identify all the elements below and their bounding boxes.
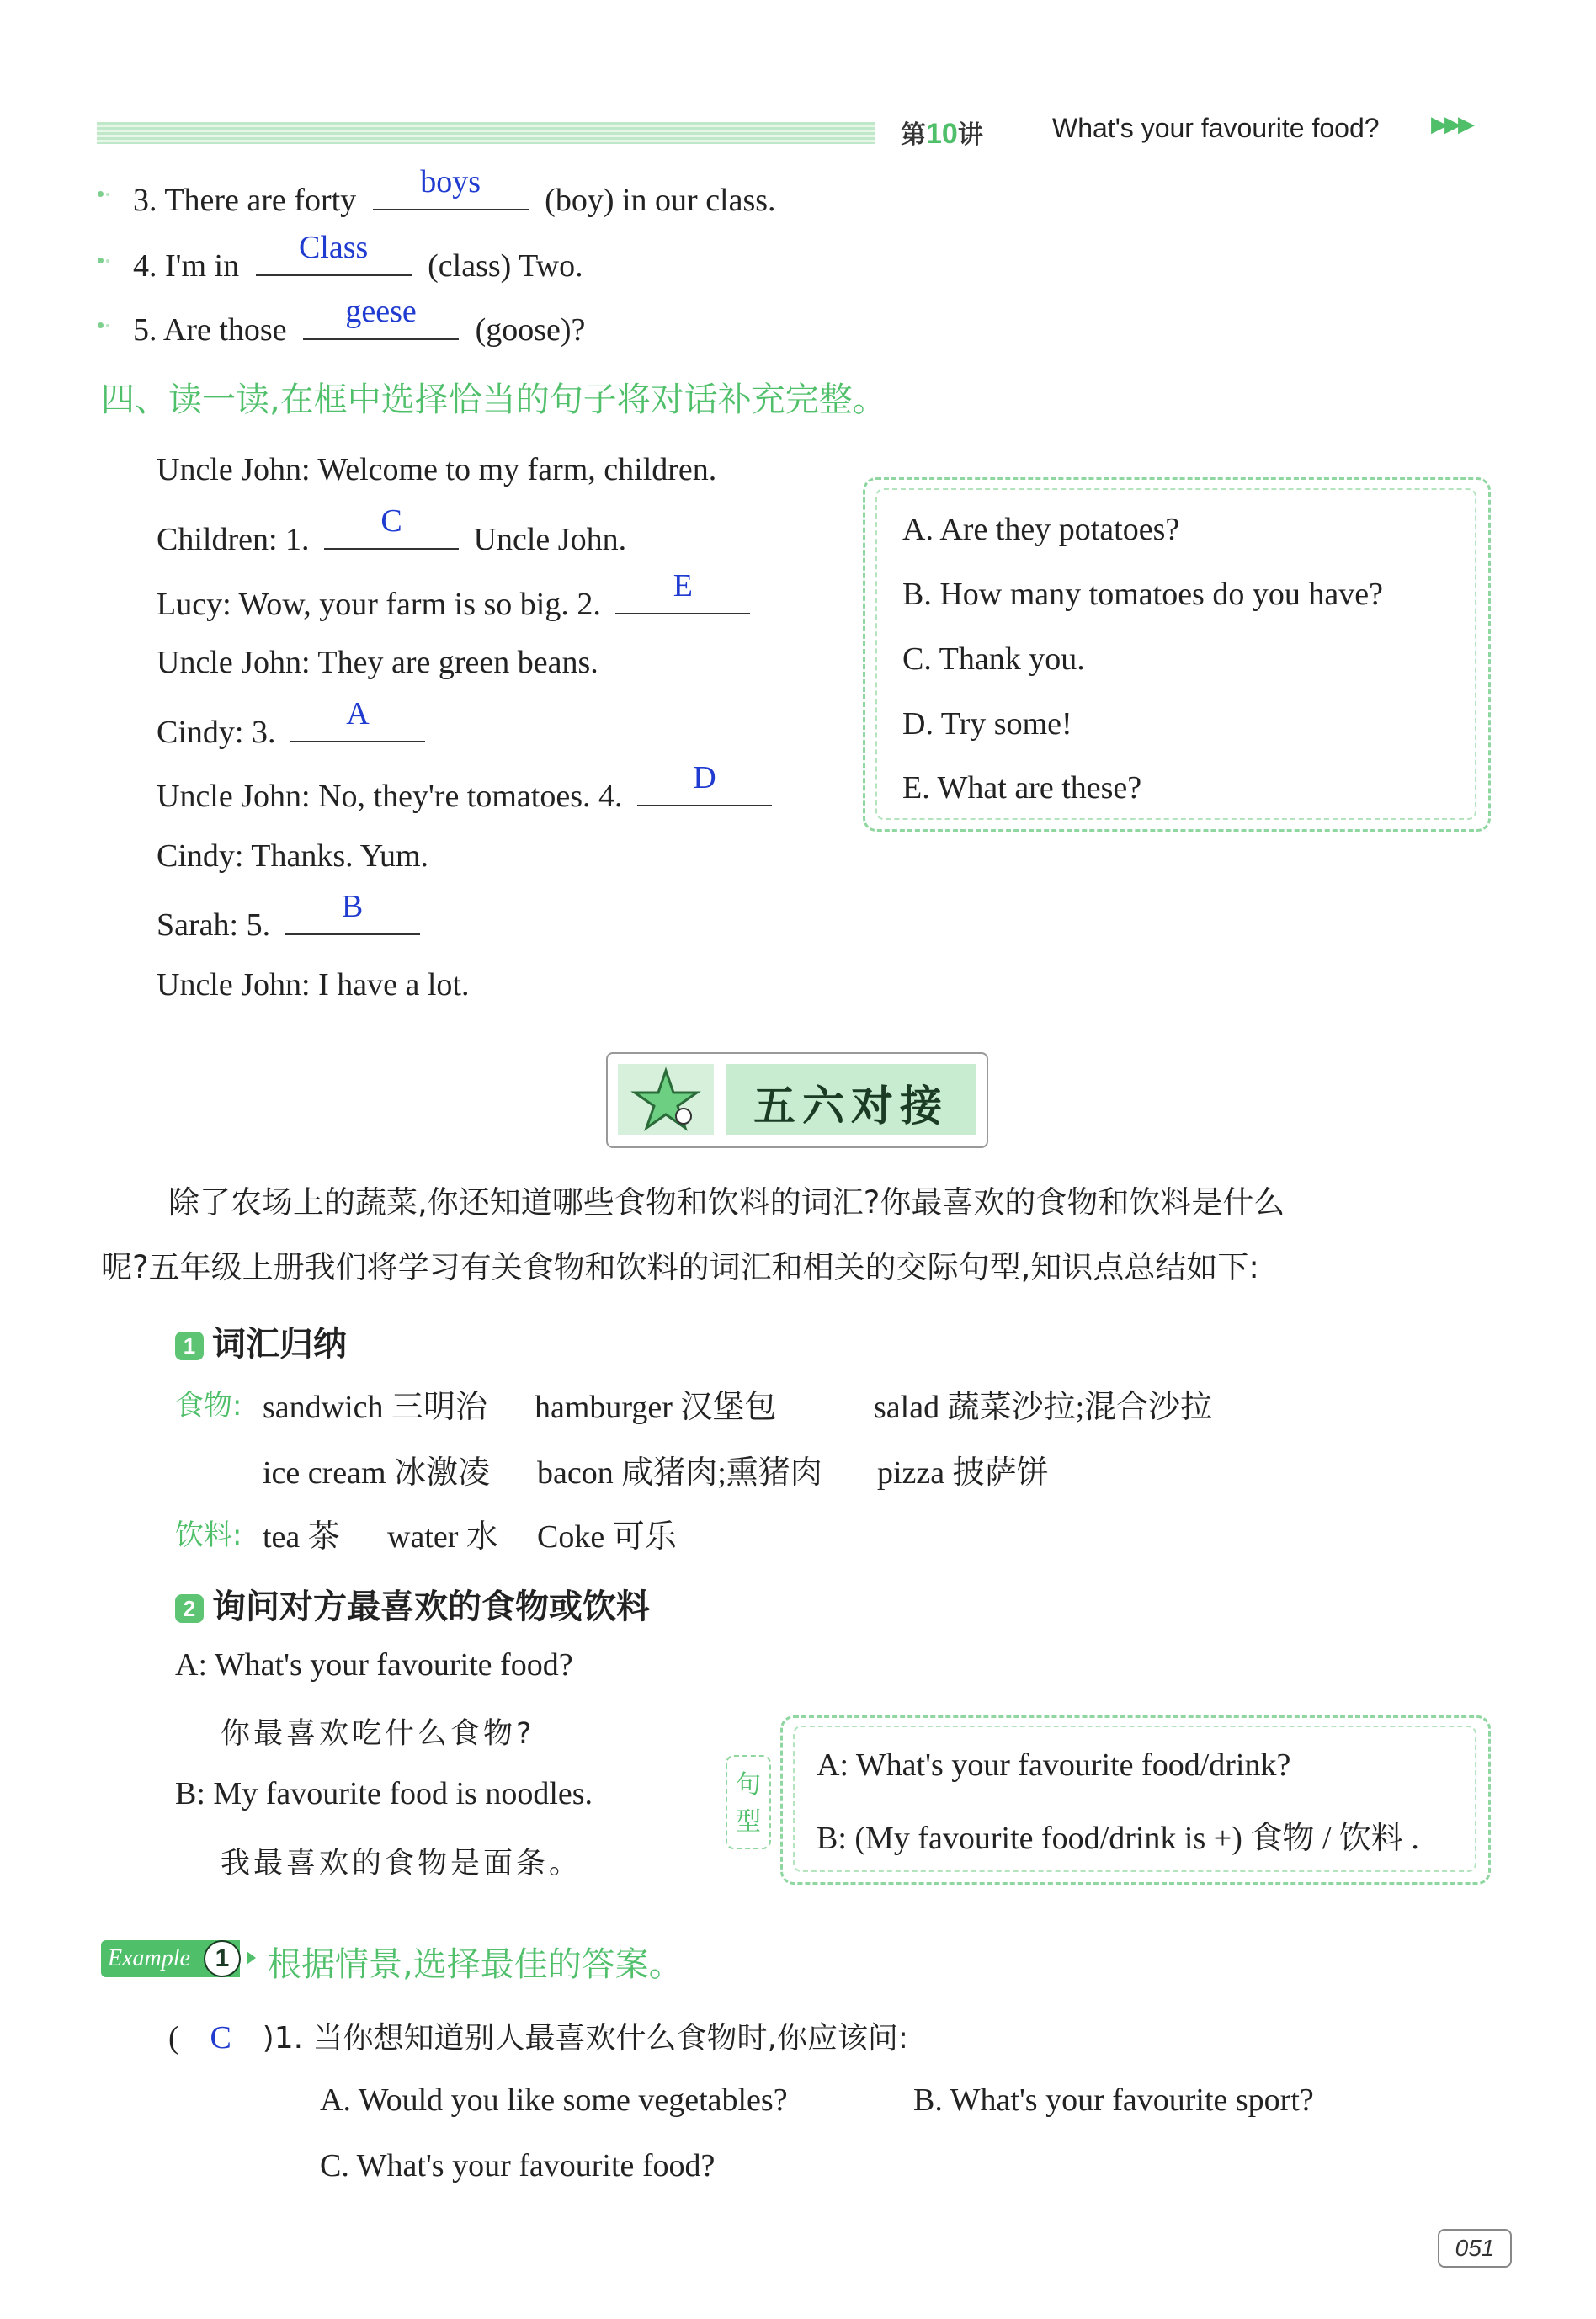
answer-blank: boys: [373, 177, 529, 210]
pattern-b: B: (My favourite food/drink is +) 食物 / 饮料 .: [817, 1821, 1419, 1856]
example-option-c: C. What's your favourite food?: [320, 2148, 716, 2183]
ask-b-cn: 我最喜欢的食物是面条。: [221, 1847, 583, 1880]
vocab-item: sandwich 三明治: [263, 1390, 488, 1425]
star-icon: [618, 1064, 714, 1135]
vocab-item: ice cream 冰激凌: [263, 1455, 491, 1491]
vocab-heading: 1 词汇归纳: [175, 1317, 347, 1365]
dialogue-line-6: Cindy: Thanks. Yum.: [157, 838, 429, 874]
vocab-item: tea 茶: [263, 1519, 340, 1555]
bullet-icon: [98, 322, 111, 329]
page-number: 051: [1438, 2229, 1512, 2268]
dialogue-line-3: Uncle John: They are green beans.: [157, 645, 598, 680]
example-option-a: A. Would you like some vegetables?: [320, 2082, 788, 2118]
header-title: What's your favourite food?: [1052, 113, 1380, 143]
dialogue-line-4: Cindy: 3. A: [157, 709, 432, 751]
vocab-item: salad 蔬菜沙拉;混合沙拉: [874, 1390, 1213, 1425]
pattern-a: A: What's your favourite food/drink?: [817, 1747, 1291, 1783]
pattern-label: 句 型: [726, 1755, 771, 1849]
bullet-icon: [98, 191, 111, 198]
bullet-icon: [98, 258, 111, 264]
option-d: D. Try some!: [902, 706, 1072, 742]
section-banner: [606, 1052, 988, 1148]
dialogue-line-8: Uncle John: I have a lot.: [157, 967, 470, 1003]
ask-a-en: A: What's your favourite food?: [175, 1647, 573, 1683]
answer-blank: Class: [256, 242, 412, 276]
banner-title: 五六对接: [753, 1082, 949, 1130]
example-answer: C: [210, 2020, 231, 2056]
answer-blank: A: [290, 709, 425, 742]
example-option-b: B. What's your favourite sport?: [913, 2082, 1314, 2118]
lesson-number: 第10讲: [901, 118, 983, 150]
ask-b-en: B: My favourite food is noodles.: [175, 1776, 593, 1811]
ask-heading: 2 询问对方最喜欢的食物或饮料: [175, 1580, 650, 1628]
vocab-item: hamburger 汉堡包: [535, 1390, 777, 1425]
example-title: 根据情景,选择最佳的答案。: [268, 1945, 683, 1984]
section-4-title: 四、读一读,在框中选择恰当的句子将对话补充完整。: [101, 380, 886, 419]
option-a: A. Are they potatoes?: [902, 512, 1180, 547]
food-label: 食物:: [175, 1389, 242, 1423]
fill-blank-5: 5. Are those geese (goose)?: [133, 294, 586, 348]
intro-line-2: 呢?五年级上册我们将学习有关食物和饮料的词汇和相关的交际句型,知识点总结如下:: [101, 1249, 1259, 1285]
dialogue-line-2: Lucy: Wow, your farm is so big. 2. E: [157, 581, 757, 623]
answer-blank: B: [285, 902, 420, 935]
vocab-item: water 水: [387, 1519, 498, 1555]
option-b: B. How many tomatoes do you have?: [902, 577, 1383, 612]
example-question: ( C )1. 当你想知道别人最喜欢什么食物时,你应该问:: [168, 2020, 909, 2056]
intro-line-1: 除了农场上的蔬菜,你还知道哪些食物和饮料的词汇?你最喜欢的食物和饮料是什么: [168, 1184, 1285, 1221]
answer-blank: D: [637, 773, 772, 806]
answer-blank: geese: [303, 306, 459, 340]
example-tag: Example 1: [101, 1940, 240, 1977]
drink-label: 饮料:: [175, 1519, 242, 1552]
dialogue-line-1: Children: 1. C Uncle John.: [157, 503, 627, 557]
option-c: C. Thank you.: [902, 641, 1085, 677]
header-bar: [97, 122, 875, 144]
option-e: E. What are these?: [902, 770, 1142, 806]
vocab-item: Coke 可乐: [537, 1519, 677, 1555]
arrow-icon: ▶▶▶: [1431, 111, 1471, 136]
dialogue-line-0: Uncle John: Welcome to my farm, children.: [157, 452, 717, 487]
dialogue-line-7: Sarah: 5. B: [157, 902, 427, 944]
vocab-item: pizza 披萨饼: [877, 1455, 1049, 1491]
dialogue-line-5: Uncle John: No, they're tomatoes. 4. D: [157, 773, 779, 815]
vocab-item: bacon 咸猪肉;熏猪肉: [537, 1455, 822, 1491]
ask-a-cn: 你最喜欢吃什么食物?: [221, 1717, 535, 1751]
answer-blank: C: [324, 516, 459, 550]
triangle-icon: [247, 1951, 256, 1965]
fill-blank-4: 4. I'm in Class (class) Two.: [133, 230, 583, 284]
answer-blank: E: [615, 581, 750, 614]
fill-blank-3: 3. There are forty boys (boy) in our class.: [133, 164, 776, 218]
